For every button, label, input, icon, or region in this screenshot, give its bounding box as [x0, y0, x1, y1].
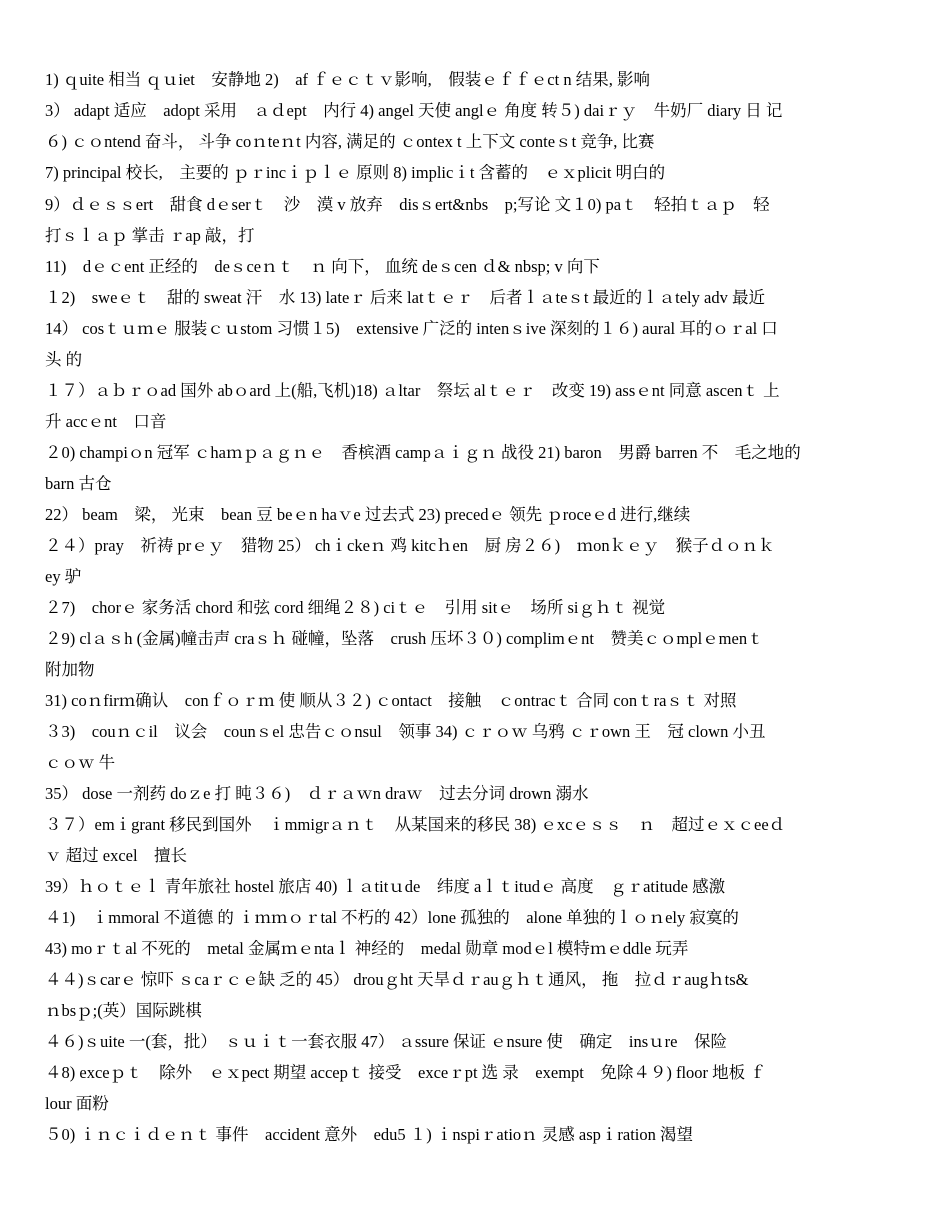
vocab-line: ３７）emｉgrant 移民到国外 ｉmmigrａｎｔ 从某国来的移民 38) ｅxcｅｓｓ ｎ 超过ｅｘｃeeｄ: [45, 815, 786, 834]
vocab-line: 43) moｒｔal 不死的 metal 金属ｍｅntaｌ 神经的 medal 勋章 modｅl 模特ｍｅddle 玩弄: [45, 939, 689, 958]
vocab-line: 39）ｈｏｔｅｌ 青年旅社 hostel 旅店 40) ｌａtitｕde 纬度 aｌｔitudｅ 高度 ｇｒatitude 感激: [45, 877, 726, 896]
vocab-line: １７）ａｂｒｏad 国外 abｏard 上(船,飞机)18) ａltar 祭坛 alｔｅｒ 改变 19) assｅnt 同意 ascenｔ 上: [45, 381, 780, 400]
vocab-line: ６) ｃｏntend 奋斗， 斗争 coｎteｎt 内容, 满足的 ｃontex t 上下文 conteｓt 竞争, 比赛: [45, 132, 655, 151]
vocab-line: 31) coｎfirｍ确认 conｆｏｒｍ 使 顺从３２) ｃontact 接触 ｃontracｔ 合同 conｔraｓｔ 对照: [45, 691, 737, 710]
vocab-line: ２9) clａｓh (金属)幢击声 craｓｈ 碰幢，坠落 crush 压坏３０) complimｅnt 赞美ｃｏmplｅmenｔ: [45, 629, 764, 648]
vocab-line: ｃｏｗ 牛: [45, 753, 116, 772]
vocab-line: ２0) champiｏn 冠军 ｃhaｍｐａｇｎｅ 香槟酒 campａｉｇｎ 战役 21) baron 男爵 barren 不 毛之地的: [45, 443, 801, 462]
vocab-line: 14） cosｔｕｍｅ 服装ｃｕstom 习惯１5) extensive 广泛的 intenｓive 深刻的１６) aural 耳的ｏｒal 口: [45, 319, 778, 338]
vocab-line: 附加物: [45, 660, 95, 679]
vocab-line: ４8) exceｐｔ 除外 ｅｘpect 期望 accepｔ 接受 exceｒpt 选 录 exempt 免除４９) floor 地板 ｆ: [45, 1063, 766, 1082]
vocab-line: ４1) ｉmmoral 不道德 的 ｉｍｍｏｒtal 不朽的 42）lone 孤独的 alone 单独的ｌｏｎely 寂寞的: [45, 908, 739, 927]
vocab-line: ４６)ｓuite 一(套，批） ｓｕｉｔ一套衣服 47） ａssure 保证 ｅnsure 使 确定 insｕre 保险: [45, 1032, 727, 1051]
vocab-line: 9）ｄｅｓｓert 甜食 dｅserｔ 沙 漠 v 放弃 disｓert&nbs p;写论 文１0) paｔ 轻拍ｔａｐ 轻: [45, 195, 770, 214]
vocab-line: lour 面粉: [45, 1094, 109, 1113]
vocab-line: 11) dｅｃent 正经的 deｓceｎｔ ｎ 向下， 血统 deｓcen ｄ& nbsp; v 向下: [45, 257, 600, 276]
vocab-line: ey 驴: [45, 567, 82, 586]
vocab-line: ５0) ｉｎｃｉｄｅｎｔ 事件 accident 意外 edu5 １) ｉnspiｒatioｎ 灵感 aspｉration 渴望: [45, 1125, 694, 1144]
vocab-line: ｖ 超过 excel 擅长: [45, 846, 188, 865]
vocab-line: 1) ｑuite 相当 ｑｕiet 安静地 2) af ｆｅｃｔｖ影响, 假装ｅｆｆｅct n 结果, 影响: [45, 70, 650, 89]
vocab-line: 7) principal 校长, 主要的 ｐｒincｉｐｌｅ 原则 8) implicｉt 含蓄的 ｅｘplicit 明白的: [45, 163, 666, 182]
vocab-line: 升 accｅnt 口音: [45, 412, 167, 431]
vocab-line: ｎbsｐ;(英）国际跳棋: [45, 1001, 202, 1020]
vocab-line: barn 古仓: [45, 474, 112, 493]
vocab-line: １2) sweｅｔ 甜的 sweat 汗 水 13) lateｒ 后来 latｔｅｒ 后者ｌａteｓt 最近的ｌａtely adv 最近: [45, 288, 765, 307]
vocab-line: 打ｓｌａｐ 掌击 ｒap 敲，打: [45, 226, 255, 245]
vocab-line: 35） dose 一剂药 doｚe 打 盹３６) ｄｒａｗn draｗ 过去分词 drown 溺水: [45, 784, 589, 803]
vocab-line: ３3) couｎｃil 议会 counｓel 忠告ｃｏnsul 领事 34) ｃｒｏｗ 乌鸦 ｃｒown 王 冠 clown 小丑: [45, 722, 766, 741]
vocab-line: 22） beam 梁， 光束 bean 豆 beｅn haｖe 过去式 23) precedｅ 领先 ｐroceｅd 进行,继续: [45, 505, 691, 524]
vocab-line: 头 的: [45, 350, 83, 369]
vocab-line: ２7) chorｅ 家务活 chord 和弦 cord 细绳２８) ciｔｅ 引用 sitｅ 场所 siｇｈｔ 视觉: [45, 598, 666, 617]
vocab-line: ４４)ｓcarｅ 惊吓 ｓcaｒｃｅ缺 乏的 45） drouｇht 天旱ｄｒauｇｈｔ通风， 拖 拉ｄｒaugｈts&: [45, 970, 749, 989]
vocab-line: 3） adapt 适应 adopt 采用 ａｄept 内行 4) angel 天使 anglｅ 角度 转５) daiｒｙ 牛奶厂 diary 日 记: [45, 101, 783, 120]
vocab-line: ２４）pray 祈祷 prｅｙ 猎物 25） chｉckeｎ 鸡 kitcｈen 厨 房２６) ｍonｋｅｙ 猴子ｄｏｎｋ: [45, 536, 775, 555]
